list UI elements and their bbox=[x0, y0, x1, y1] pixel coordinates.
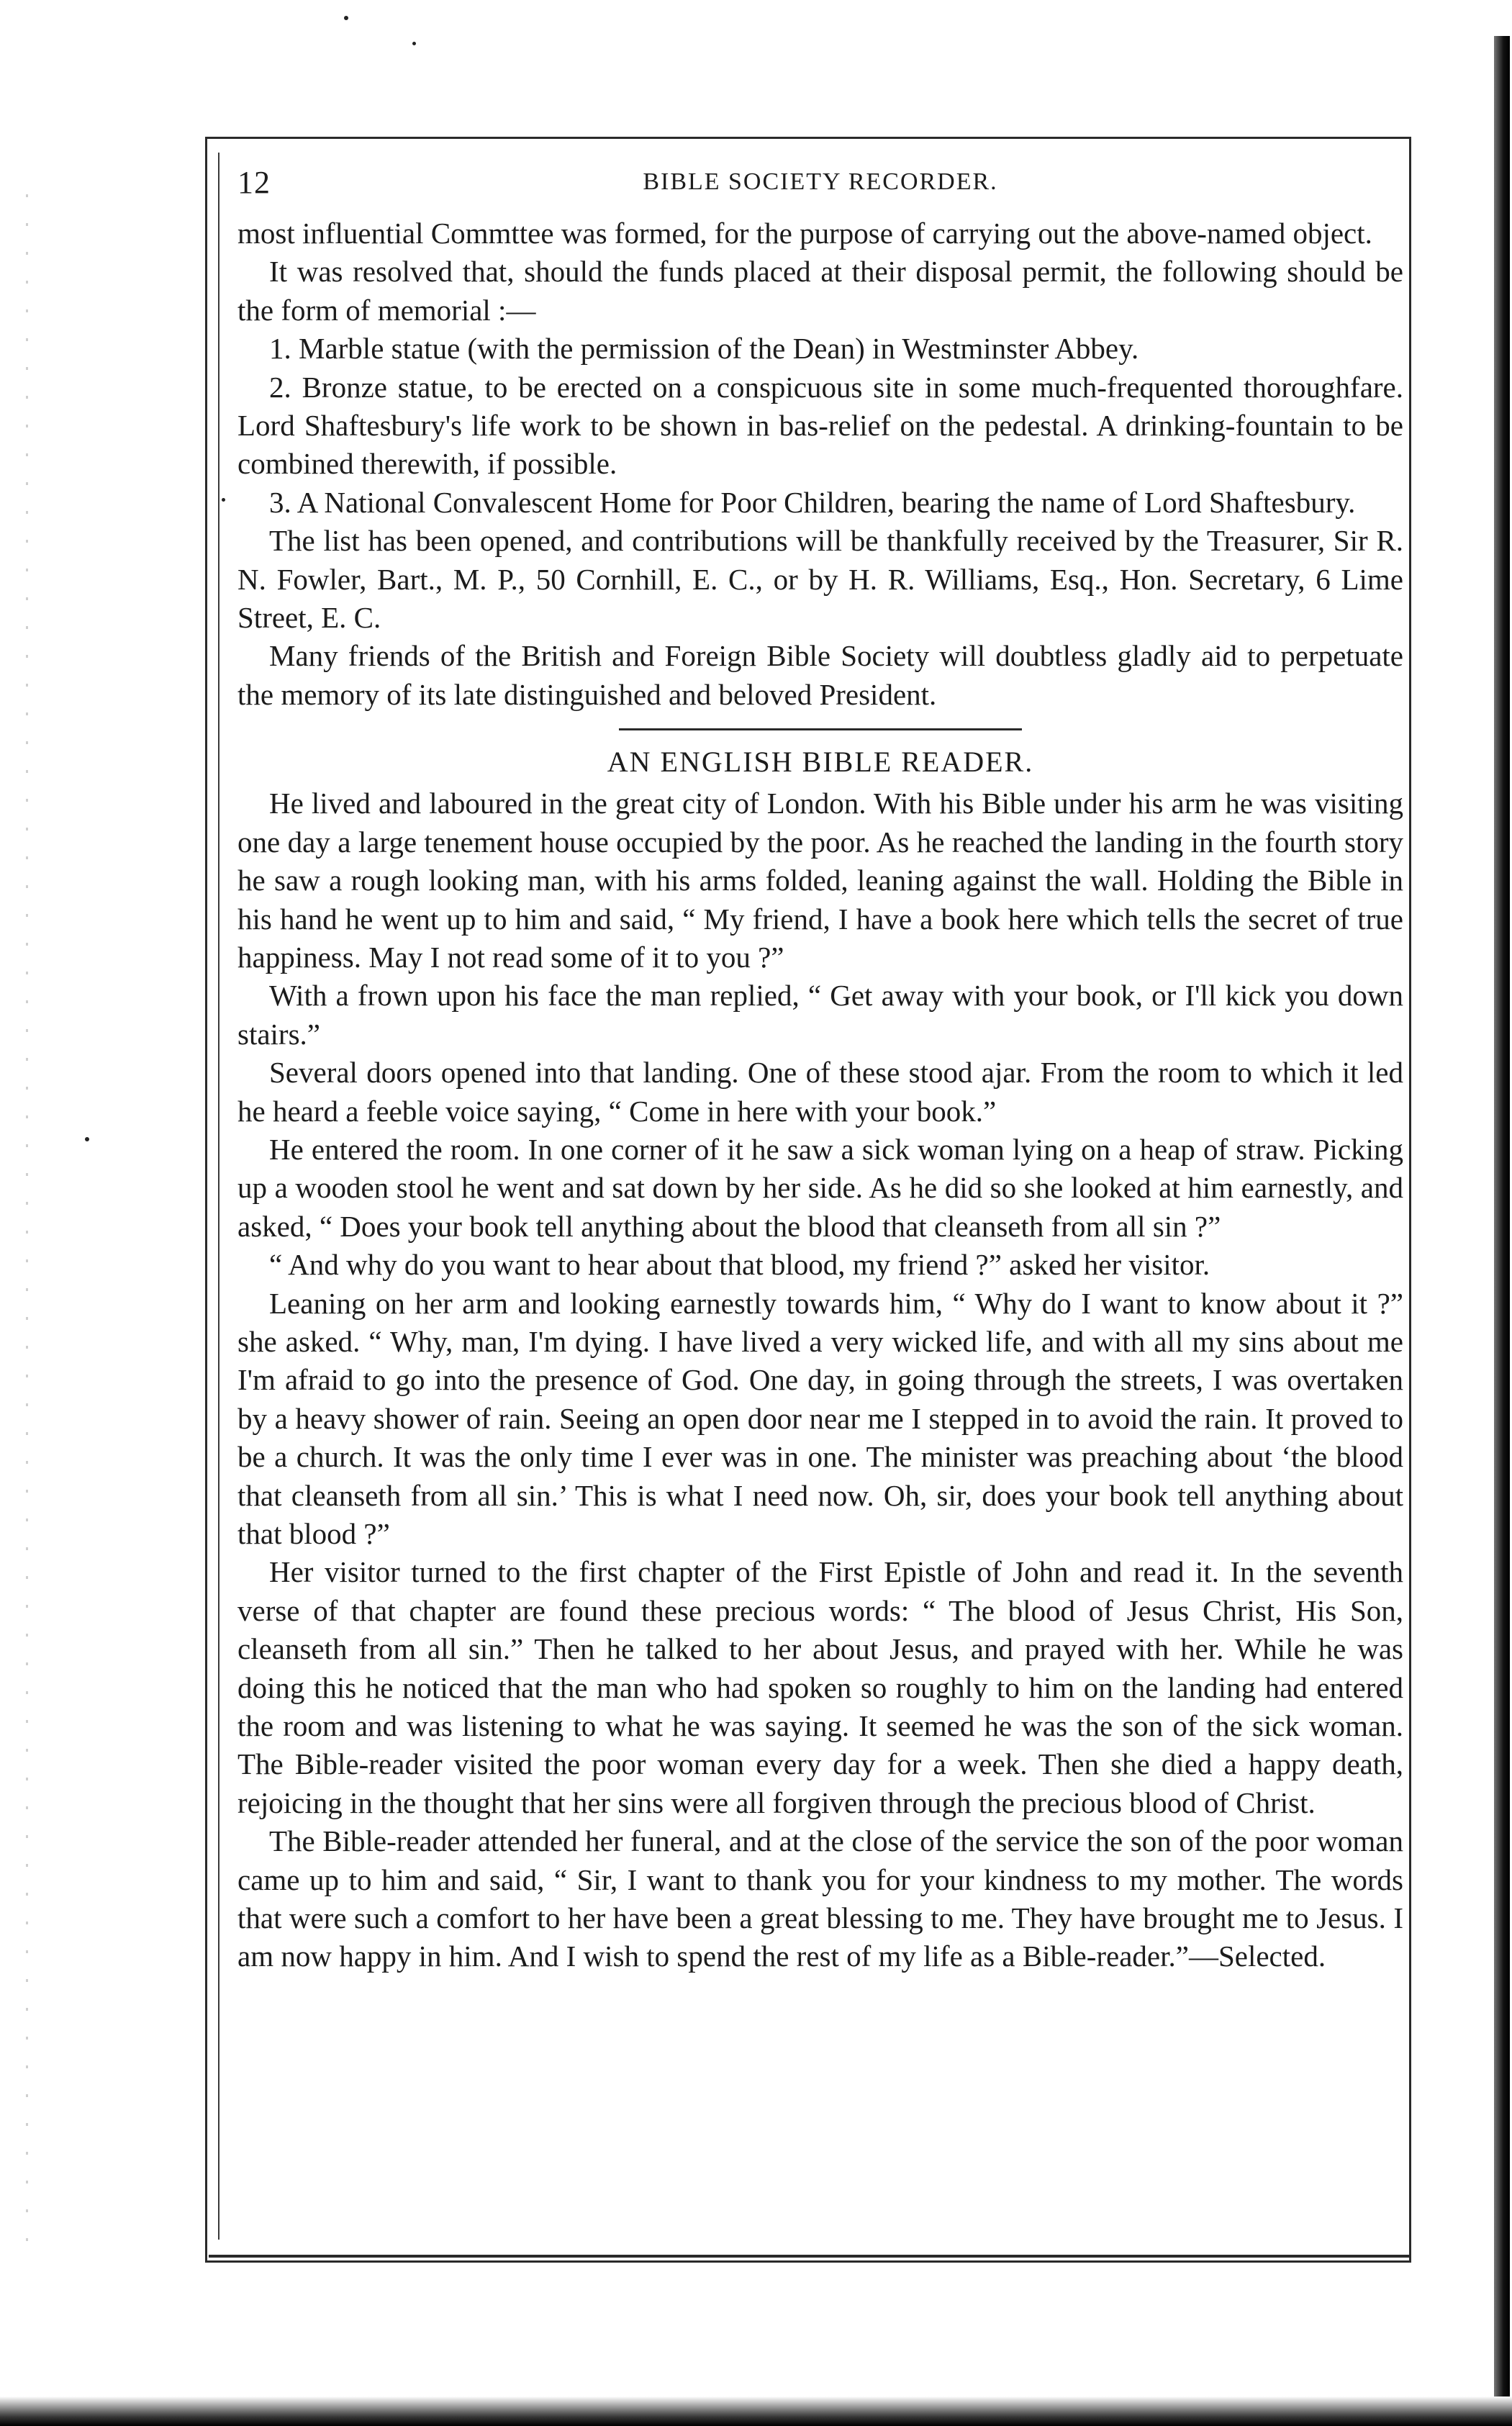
inner-left-rule bbox=[218, 153, 219, 2240]
page-number: 12 bbox=[237, 165, 271, 200]
running-title: BIBLE SOCIETY RECORDER. bbox=[643, 168, 998, 195]
article-paragraph: Her visitor turned to the first chapter of the First Epistle of John and read it. In the seventh verse of that chapter are found these precious words: “ The blood of Jesus Christ, His Son, cleanseth from all sin.” Then he talked to her about Jesus, and prayed with her. While he was doing this he noticed that the man who had spoken so roughly to him on the landing had entered the room and was listening to what he was saying. It seemed he was the son of the sick woman. The Bible-reader visited the poor woman every day for a week. Then she died a happy death, rejoicing in the thought that her sins were all forgiven through the precious blood of Christ. bbox=[237, 1555, 1403, 1819]
running-head bbox=[237, 164, 1403, 214]
scan-speck bbox=[222, 498, 225, 502]
article-paragraph: With a frown upon his face the man replied, “ Get away with your book, or I'll kick you down stairs.” bbox=[237, 979, 1403, 1051]
scan-speck bbox=[412, 42, 416, 45]
memorial-section bbox=[237, 214, 1403, 714]
article-paragraph: Several doors opened into that landing. One of these stood ajar. From the room to which it led he heard a feeble voice saying, “ Come in here with your book.” bbox=[237, 1056, 1403, 1128]
memorial-paragraph: most influential Commttee was formed, for the purpose of carrying out the above-named object. bbox=[237, 217, 1372, 250]
article-body bbox=[237, 784, 1403, 1976]
page-content bbox=[237, 164, 1403, 2237]
article-paragraph: Leaning on her arm and looking earnestly towards him, “ Why do I want to know about it ?” she asked. “ Why, man, I'm dying. I have lived a very wicked life, and with all my sins about me I'm afraid to go into the presence of God. One day, in going through the streets, I was overtaken by a heavy shower of rain. Seeing an open door near me I stepped in to avoid the rain. It proved to be a church. It was the only time I ever was in one. The minister was preaching about ‘the blood that cleanseth from all sin.’ This is what I need now. Oh, sir, does your book tell anything about that blood ?” bbox=[237, 1286, 1403, 1550]
article-paragraph: “ And why do you want to hear about that blood, my friend ?” asked her visitor. bbox=[269, 1248, 1210, 1282]
scan-bottom-edge bbox=[0, 2396, 1512, 2426]
memorial-paragraph: Many friends of the British and Foreign Bible Society will doubtless gladly aid to perpetuate the memory of its late distinguished and beloved President. bbox=[237, 639, 1403, 711]
section-divider bbox=[619, 728, 1022, 730]
scan-speck bbox=[85, 1137, 89, 1141]
article-title: AN ENGLISH BIBLE READER. bbox=[607, 746, 1034, 779]
memorial-list-item: 1. Marble statue (with the permission of the Dean) in Westminster Abbey. bbox=[269, 332, 1139, 366]
bottom-rule bbox=[209, 2255, 1411, 2258]
memorial-list-item: 3. A National Convalescent Home for Poor Children, bearing the name of Lord Shaftesbury. bbox=[269, 485, 1356, 519]
scan-speck bbox=[344, 16, 348, 20]
scan-left-specks bbox=[26, 194, 28, 2267]
memorial-paragraph: The list has been opened, and contributions will be thankfully received by the Treasurer, Sir R. N. Fowler, Bart., M. P., 50 Cornhill, E. C., or by H. R. Williams, Esq., Hon. Secretary, 6 Lime Street, E. C. bbox=[237, 524, 1403, 635]
article-paragraph: He lived and laboured in the great city of London. With his Bible under his arm he was visiting one day a large tenement house occupied by the poor. As he reached the landing in the fourth story he saw a rough looking man, with his arms folded, leaning against the wall. Holding the Bible in his hand he went up to him and said, “ My friend, I have a book here which tells the secret of true happiness. May I not read some of it to you ?” bbox=[237, 787, 1403, 974]
memorial-list-item: 2. Bronze statue, to be erected on a conspicuous site in some much-frequented thoroughfare. Lord Shaftesbury's life work to be shown in bas-relief on the pedestal. A drinking-fountain to be combined therewith, if possible. bbox=[237, 370, 1403, 481]
scan-right-edge bbox=[1494, 36, 1510, 2426]
memorial-paragraph: It was resolved that, should the funds placed at their disposal permit, the following should be the form of memorial :— bbox=[237, 255, 1403, 327]
article-paragraph: The Bible-reader attended her funeral, and at the close of the service the son of the poor woman came up to him and said, “ Sir, I want to thank you for your kindness to my mother. The words that were such a comfort to her have been a great blessing to me. They have brought me to Jesus. I am now happy in him. And I wish to spend the rest of my life as a Bible-reader.”—Selected. bbox=[237, 1824, 1403, 1973]
article-paragraph: He entered the room. In one corner of it he saw a sick woman lying on a heap of straw. Picking up a wooden stool he went and sat down by her side. As he did so she looked at him earnestly, and asked, “ Does your book tell anything about the blood that cleanseth from all sin ?” bbox=[237, 1132, 1403, 1243]
